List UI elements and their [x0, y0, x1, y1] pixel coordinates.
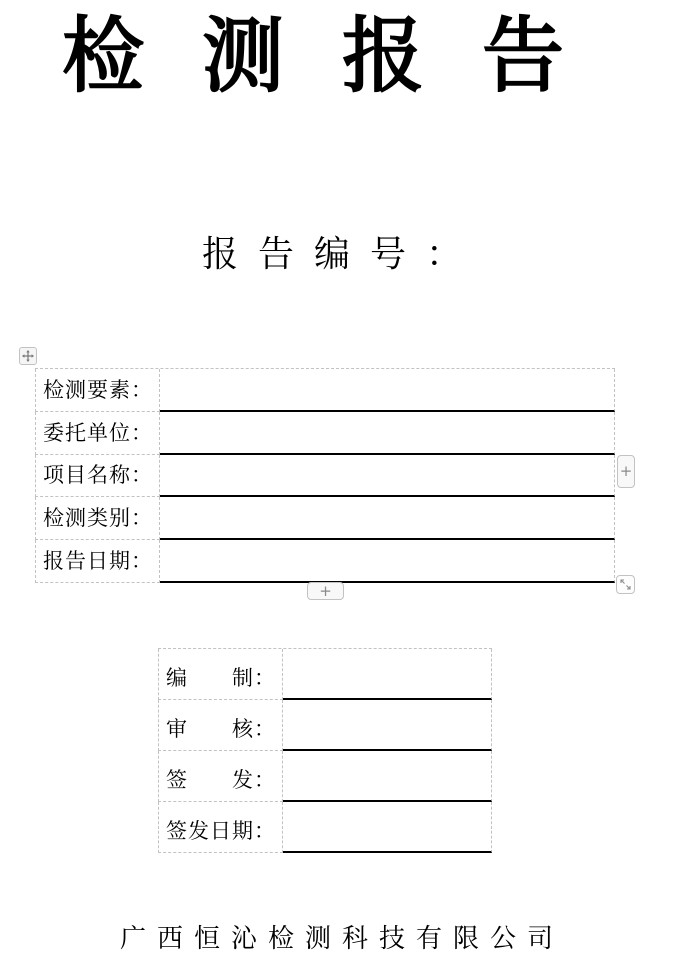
document-title: 检测报告 — [61, 8, 622, 104]
sign-row-label[interactable]: 编 制： — [158, 649, 283, 700]
sign-row-value-field[interactable] — [283, 751, 492, 802]
table-row — [35, 455, 615, 498]
company-name: 广西恒沁检测科技有限公司 — [119, 924, 564, 954]
table-row — [158, 649, 492, 700]
sign-row-label[interactable]: 签 发： — [158, 751, 283, 802]
sign-row-value-field[interactable] — [283, 649, 492, 700]
table-row — [158, 751, 492, 802]
report-number-label: 报告编号： — [201, 234, 482, 275]
sign-row-value-field[interactable] — [283, 802, 492, 853]
info-row-value-field[interactable] — [160, 369, 615, 412]
table-row — [35, 412, 615, 455]
add-row-button[interactable] — [307, 582, 344, 600]
add-column-button[interactable] — [617, 455, 635, 488]
table-row — [35, 369, 615, 412]
plus-icon: + — [619, 462, 633, 480]
resize-diagonal-icon — [619, 578, 632, 591]
table-row — [35, 497, 615, 540]
signature-table — [158, 648, 492, 853]
plus-icon: + — [319, 581, 332, 600]
info-row-label[interactable]: 检测要素： — [35, 369, 160, 412]
info-row-value-field[interactable] — [160, 412, 615, 455]
info-table — [35, 368, 615, 583]
info-row-label[interactable]: 报告日期： — [35, 540, 160, 583]
info-row-label[interactable]: 项目名称： — [35, 455, 160, 498]
move-icon — [22, 350, 34, 362]
info-row-value-field[interactable] — [160, 455, 615, 498]
sign-row-label[interactable]: 签发日期： — [158, 802, 283, 853]
info-row-label[interactable]: 检测类别： — [35, 497, 160, 540]
table-resize-handle[interactable] — [616, 575, 635, 594]
table-row — [35, 540, 615, 583]
info-row-label[interactable]: 委托单位： — [35, 412, 160, 455]
info-row-value-field[interactable] — [160, 540, 615, 583]
info-row-value-field[interactable] — [160, 497, 615, 540]
table-row — [158, 700, 492, 751]
table-row — [158, 802, 492, 853]
sign-row-value-field[interactable] — [283, 700, 492, 751]
table-move-handle[interactable] — [19, 347, 37, 365]
sign-row-label[interactable]: 审 核： — [158, 700, 283, 751]
